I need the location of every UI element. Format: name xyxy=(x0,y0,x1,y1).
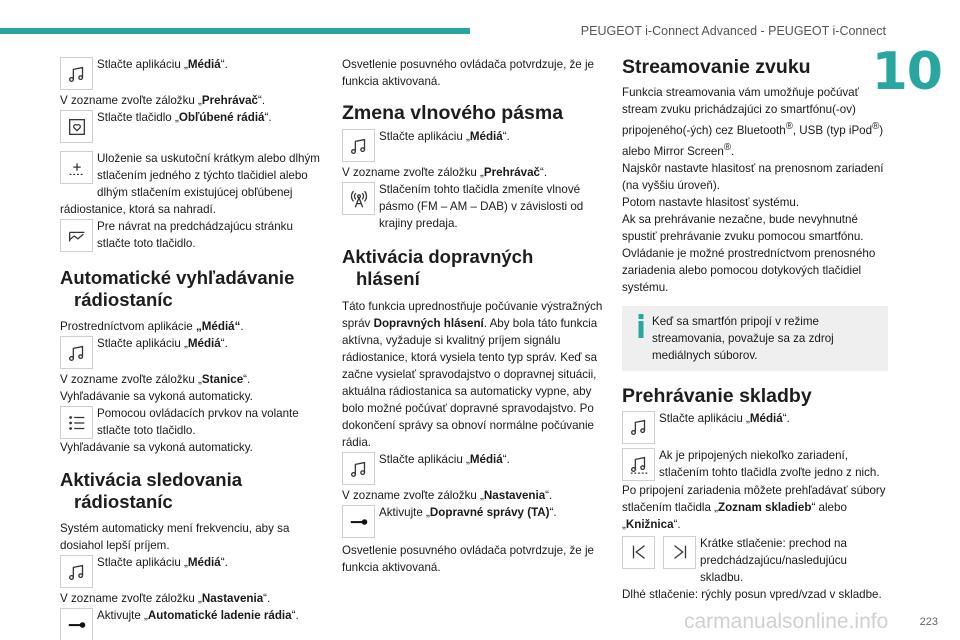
instruction-text: Stlačte aplikáciu „Médiá“. xyxy=(379,453,510,466)
column-2 xyxy=(342,56,604,576)
paragraph: Ak sa prehrávanie nezačne, bude nevyhnutné spustiť prehrávanie zvuku pomocou smartfónu. xyxy=(622,212,864,243)
instruction-row xyxy=(60,405,322,439)
column-3 xyxy=(622,56,888,603)
instruction-text: Stlačte aplikáciu „Médiá“. xyxy=(97,556,228,569)
music-note-icon xyxy=(60,555,93,588)
toggle-icon xyxy=(342,505,375,538)
instruction-row xyxy=(60,218,322,252)
instruction-text: Stlačte aplikáciu „Médiá“. xyxy=(97,337,228,350)
info-text: Keď sa smartfón pripojí v režime streamovania, považuje sa za zdroj mediálnych súborov. xyxy=(652,314,834,362)
music-note-icon xyxy=(342,129,375,162)
toggle-icon xyxy=(60,608,93,640)
source-list-icon xyxy=(622,448,655,481)
info-box xyxy=(622,306,888,371)
paragraph: Ak je pripojených niekoľko zariadení, stlačením tohto tlačidla zvoľte jedno z nich. xyxy=(659,448,880,479)
section-heading: Prehrávanie skladby xyxy=(622,384,812,407)
section-heading: Aktivácia sledovania rádiostaníc xyxy=(60,469,243,512)
next-track-icon xyxy=(663,536,696,569)
page-number: 223 xyxy=(919,616,938,628)
paragraph: V zozname zvoľte záložku „Nastavenia“. xyxy=(60,592,271,605)
instruction-row xyxy=(622,410,888,444)
instruction-text: Stlačte aplikáciu „Médiá“. xyxy=(97,58,228,71)
paragraph: Ovládanie je možné prostredníctvom prenosného zariadenia alebo pomocou dotykových tlačidiel systému. xyxy=(622,246,876,294)
watermark: carmanualsonline.info xyxy=(684,610,889,633)
paragraph: Dlhé stlačenie: rýchly posun vpred/vzad v skladbe. xyxy=(622,587,882,601)
previous-track-icon xyxy=(622,536,655,569)
paragraph: V zozname zvoľte záložku „Prehrávač“. xyxy=(60,94,266,107)
section-heading: Zmena vlnového pásma xyxy=(342,102,564,124)
paragraph: Vyhľadávanie sa vykoná automaticky. xyxy=(60,390,253,403)
paragraph: Systém automaticky mení frekvenciu, aby sa dosiahol lepší príjem. xyxy=(60,522,290,552)
instruction-text: Aktivujte „Dopravné správy (TA)“. xyxy=(379,506,557,519)
instruction-text: Stlačte aplikáciu „Médiá“. xyxy=(659,411,790,425)
paragraph: Vyhľadávanie sa vykoná automaticky. xyxy=(60,441,253,454)
paragraph: Po pripojení zariadenia môžete prehľadávať súbory stlačením tlačidla „Zoznam skladieb“ alebo „Knižnica“. xyxy=(622,483,886,531)
paragraph: V zozname zvoľte záložku „Prehrávač“. xyxy=(342,166,548,179)
chapter-number: 10 xyxy=(871,42,942,102)
paragraph: Osvetlenie posuvného ovládača potvrdzuje, že je funkcia aktivovaná. xyxy=(342,58,594,88)
back-arrow-icon xyxy=(60,219,93,252)
instruction-row xyxy=(342,451,604,485)
paragraph: Osvetlenie posuvného ovládača potvrdzuje, že je funkcia aktivovaná. xyxy=(342,544,594,574)
music-note-icon xyxy=(342,452,375,485)
list-icon xyxy=(60,406,93,439)
heart-window-icon xyxy=(60,110,93,143)
paragraph: Funkcia streamovania vám umožňuje počúvať stream zvuku prichádzajúci zo smartfónu(-ov) pripojeného(-ých) cez Bluetooth®, USB (typ iPod®) alebo Mirror Screen®. xyxy=(622,86,884,158)
instruction-wrap xyxy=(622,535,888,586)
instruction-wrap xyxy=(342,181,604,232)
column-1 xyxy=(60,56,322,640)
paragraph: Stlačením tohto tlačidla zmeníte vlnové pásmo (FM – AM – DAB) v závislosti od krajiny predaja. xyxy=(379,183,584,230)
music-note-icon xyxy=(60,336,93,369)
paragraph: Potom nastavte hlasitosť systému. xyxy=(622,195,800,209)
instruction-row xyxy=(60,109,322,143)
instruction-row xyxy=(60,607,322,640)
header-accent-bar xyxy=(0,28,470,34)
instruction-row xyxy=(342,128,604,162)
info-icon xyxy=(630,313,652,364)
section-heading: Streamovanie zvuku xyxy=(622,56,811,78)
instruction-row xyxy=(60,554,322,588)
instruction-wrap xyxy=(622,447,888,482)
music-note-icon xyxy=(622,411,655,444)
instruction-text: Stlačte tlačidlo „Obľúbené rádiá“. xyxy=(97,111,272,124)
instruction-text: Aktivujte „Automatické ladenie rádia“. xyxy=(97,609,299,622)
paragraph: Uloženie sa uskutoční krátkym alebo dlhým stlačením jedného z týchto tlačidiel alebo dlhým stlačením existujúcej obľúbenej rádiostanice, ktorá sa nahradí. xyxy=(60,152,320,216)
paragraph: Najskôr nastavte hlasitosť na prenosnom zariadení (na vyššiu úroveň). xyxy=(622,161,884,192)
paragraph: Krátke stlačenie: prechod na predchádzajúcu/nasledujúcu skladbu. xyxy=(700,536,847,584)
instruction-wrap xyxy=(60,150,322,218)
instruction-row xyxy=(60,335,322,369)
music-note-icon xyxy=(60,57,93,90)
instruction-row xyxy=(60,56,322,90)
radio-antenna-icon xyxy=(342,182,375,215)
paragraph: Prostredníctvom aplikácie „Médiá“. xyxy=(60,320,244,333)
section-heading: Aktivácia dopravných hlásení xyxy=(342,246,534,289)
instruction-text: Stlačte aplikáciu „Médiá“. xyxy=(379,130,510,143)
header-title: PEUGEOT i-Connect Advanced - PEUGEOT i-Connect xyxy=(580,24,886,38)
section-heading: Automatické vyhľadávanie rádiostaníc xyxy=(60,267,295,310)
plus-dashed-icon xyxy=(60,151,93,184)
instruction-text: Pre návrat na predchádzajúcu stránku stlačte toto tlačidlo. xyxy=(97,220,293,250)
instruction-text: Pomocou ovládacích prvkov na volante stlačte toto tlačidlo. xyxy=(97,407,299,437)
instruction-row xyxy=(342,504,604,538)
paragraph: Táto funkcia uprednostňuje počúvanie výstražných správ Dopravných hlásení. Aby bola táto funkcia aktívna, vyžaduje si kvalitný príjem signálu rádiostanice, ktorá vysiela tento typ správ. Keď sa začne vysielať spravodajstvo o dopravnej situácii, aktuálna rádiostanica sa automaticky vypne, aby bolo možné počúvať dopravné spravodajstvo. Po dokončení správy sa obnoví normálne počúvanie rádia. xyxy=(342,300,603,449)
paragraph: V zozname zvoľte záložku „Nastavenia“. xyxy=(342,489,553,502)
paragraph: V zozname zvoľte záložku „Stanice“. xyxy=(60,373,251,386)
